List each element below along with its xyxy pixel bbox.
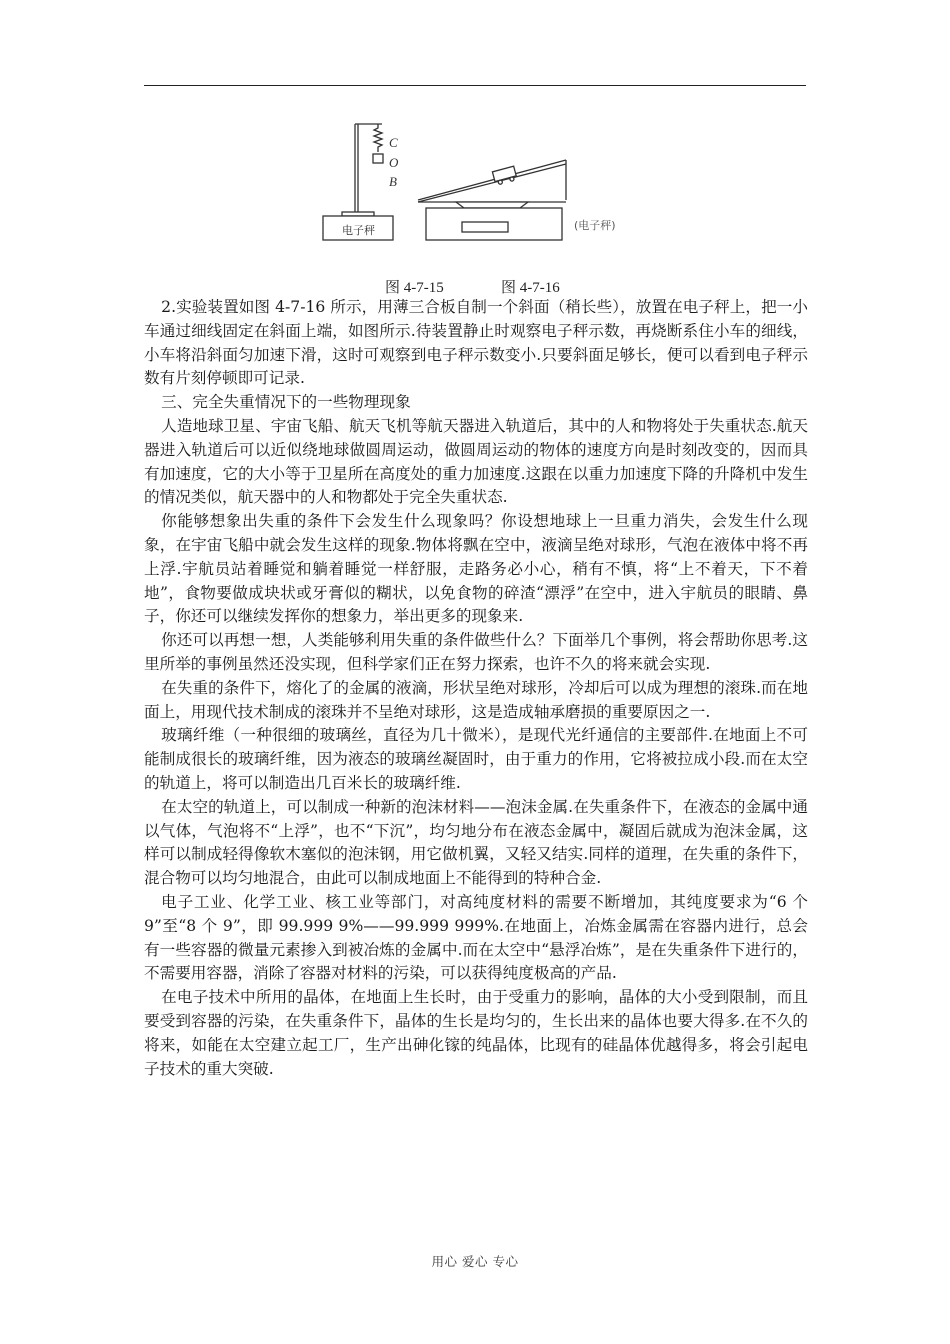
- figure-caption-4-7-16: 图 4-7-16: [501, 280, 560, 296]
- body-text: [144, 296, 808, 1081]
- page-footer: 用心 爱心 专心: [431, 1254, 519, 1269]
- paragraph: 2.实验装置如图 4-7-16 所示，用薄三合板自制一个斜面（稍长些），放置在电子秤上，把一小车通过细线固定在斜面上端，如图所示.待装置静止时观察电子秤示数，再烧断系住小车的细线，小车将沿斜面匀加速下滑，这时可观察到电子秤示数变小.只要斜面足够长，便可以看到电子秤示数有片刻停顿即可记录.: [144, 298, 808, 388]
- paragraph: 你能够想象出失重的条件下会发生什么现象吗？你设想地球上一旦重力消失，会发生什么现象，在宇宙飞船中就会发生这样的现象.物体将飘在空中，液滴呈绝对球形，气泡在液体中将不再上浮.宇航员站着睡觉和躺着睡觉一样舒服，走路务必小心，稍有不慎，将“上不着天，下不着地”，食物要做成块状或牙膏似的糊状，以免食物的碎渣“漂浮”在空中，进入宇航员的眼睛、鼻子，你还可以继续发挥你的想象力，举出更多的现象来.: [144, 512, 808, 626]
- figure-4-7-16: [418, 160, 566, 240]
- paragraph: 你还可以再想一想，人类能够利用失重的条件做些什么？下面举几个事例，将会帮助你思考.这里所举的事例虽然还没实现，但科学家们正在努力探索，也许不久的将来就会实现.: [144, 631, 808, 673]
- paragraph: 人造地球卫星、宇宙飞船、航天飞机等航天器进入轨道后，其中的人和物将处于失重状态.航天器进入轨道后可以近似绕地球做圆周运动，做圆周运动的物体的速度方向是时刻改变的，因而具有加速度，它的大小等于卫星所在高度处的重力加速度.这跟在以重力加速度下降的升降机中发生的情况类似，航天器中的人和物都处于完全失重状态.: [144, 416, 808, 507]
- label-o: O: [389, 155, 399, 170]
- paragraph: 玻璃纤维（一种很细的玻璃丝，直径为几十微米），是现代光纤通信的主要部件.在地面上不可能制成很长的玻璃纤维，因为液态的玻璃丝凝固时，由于重力的作用，它将被拉成小段.而在太空的轨道上，将可以制造出几百米长的玻璃纤维.: [144, 726, 808, 792]
- label-c: C: [389, 135, 398, 150]
- paragraph: 在失重的条件下，熔化了的金属的液滴，形状呈绝对球形，冷却后可以成为理想的滚珠.而在地面上，用现代技术制成的滚珠并不呈绝对球形，这是造成轴承磨损的重要原因之一.: [144, 678, 808, 721]
- label-b: B: [389, 174, 397, 189]
- fig2-scale-label: (电子秤): [574, 219, 616, 232]
- figure-illustrations: [318, 118, 638, 248]
- fig1-scale-label: 电子秤: [342, 224, 375, 237]
- section-heading: 三、完全失重情况下的一些物理现象: [161, 393, 411, 412]
- paragraph: 电子工业、化学工业、核工业等部门，对高纯度材料的需要不断增加，其纯度要求为“6 个 9”至“8 个 9”，即 99.999 9%——99.999 999%.在地面上，冶炼金属需在容器内进行，总会有一些容器的微量元素掺入到被冶炼的金属中.而在太空中“悬浮冶炼”，是在失重条件下进行的，不需要用容器，消除了容器对材料的污染，可以获得纯度极高的产品.: [144, 892, 808, 983]
- paragraph: 在太空的轨道上，可以制成一种新的泡沫材料——泡沫金属.在失重条件下，在液态的金属中通以气体，气泡将不“上浮”，也不“下沉”，均匀地分布在液态金属中，凝固后就成为泡沫金属，这样可以制成轻得像软木塞似的泡沫钢，用它做机翼，又轻又结实.同样的道理，在失重的条件下，混合物可以均匀地混合，由此可以制成地面上不能得到的特种合金.: [144, 797, 808, 888]
- paragraph: 在电子技术中所用的晶体，在地面上生长时，由于受重力的影响，晶体的大小受到限制，而且要受到容器的污染，在失重条件下，晶体的生长是均匀的，生长出来的晶体也要大得多.在不久的将来，如能在太空建立起工厂，生产出砷化镓的纯晶体，比现有的硅晶体优越得多，将会引起电子技术的重大突破.: [144, 988, 808, 1078]
- figure-4-7-15: [323, 124, 393, 240]
- figure-caption-4-7-15: 图 4-7-15: [385, 280, 444, 296]
- header-rule: [144, 85, 806, 86]
